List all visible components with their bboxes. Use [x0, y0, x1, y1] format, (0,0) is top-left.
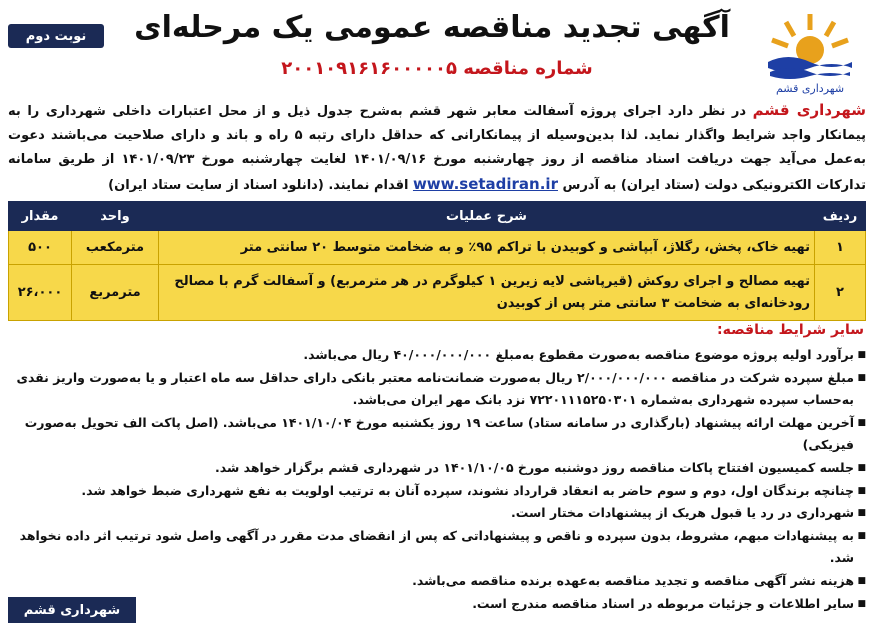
page-title: آگهی تجدید مناقصه عمومی یک مرحله‌ای	[134, 10, 730, 45]
list-item: ■ به پیشنهادات مبهم، مشروط، بدون سپرده و ناقص و پیشنهاداتی که پس از انقضای مدت مقرر در آگهی واصل شود ترتیب اثر داده نخواهد شد.	[8, 525, 866, 570]
conditions-list	[8, 344, 866, 615]
col-desc-header: شرح عملیات	[159, 202, 815, 231]
row-unit: مترمربع	[72, 265, 159, 321]
footer-org: شهرداری قشم	[8, 597, 136, 623]
row-desc: تهیه خاک، پخش، رگلاژ، آبپاشی و کوبیدن با تراکم ۹۵٪ و به ضخامت متوسط ۲۰ سانتی متر	[159, 231, 815, 265]
list-item: ■ شهرداری در رد یا قبول هریک از پیشنهادات مختار است.	[8, 502, 866, 525]
sun-wave-logo-icon	[760, 8, 860, 100]
col-unit-header: واحد	[72, 202, 159, 231]
table-row	[9, 231, 866, 265]
list-item: ■ مبلغ سپرده شرکت در مناقصه ۲/۰۰۰/۰۰۰/۰۰۰ ریال به‌صورت ضمانت‌نامه معتبر بانکی دارای حداقل سه ماه اعتبار و یا به‌صورت واریز نقدی به‌حساب سپرده شهرداری به‌شماره ۷۲۲۰۱۱۱۵۲۵۰۳۰۱ نزد بانک مهر ایران می‌باشد.	[8, 367, 866, 412]
list-item: ■ آخرین مهلت ارائه پیشنهاد (بارگذاری در سامانه ستاد) ساعت ۱۹ روز یکشنبه مورخ ۱۴۰۱/۱۰/۰۴ می‌باشد. (اصل پاکت الف تحویل به‌صورت فیزیکی)	[8, 412, 866, 457]
col-row-header: ردیف	[815, 202, 866, 231]
municipality-logo	[760, 8, 860, 100]
run-badge: نوبت دوم	[8, 24, 104, 48]
table-row	[9, 265, 866, 321]
list-item: ■ چنانچه برندگان اول، دوم و سوم حاضر به انعقاد قرارداد نشوند، سپرده آنان به ترتیب اولویت به نفع شهرداری ضبط خواهد شد.	[8, 480, 866, 503]
list-item: ■ برآورد اولیه پروژه موضوع مناقصه به‌صورت مقطوع به‌مبلغ ۴۰/۰۰۰/۰۰۰/۰۰۰ ریال می‌باشد.	[8, 344, 866, 367]
org-name: شهرداری قشم	[752, 101, 866, 119]
tender-number: شماره مناقصه ۲۰۰۱۰۹۱۶۱۶۰۰۰۰۰۵	[281, 58, 593, 79]
intro-paragraph	[8, 98, 866, 198]
logo-text: شهرداری قشم	[775, 82, 845, 95]
list-item: ■ جلسه کمیسیون افتتاح پاکات مناقصه روز دوشنبه مورخ ۱۴۰۱/۱۰/۰۵ در شهرداری قشم برگزار خواهد شد.	[8, 457, 866, 480]
row-number: ۱	[815, 231, 866, 265]
operations-table	[8, 201, 866, 321]
col-qty-header: مقدار	[9, 202, 72, 231]
conditions-title: سایر شرایط مناقصه:	[717, 322, 864, 338]
intro-text-1: در نظر دارد اجرای پروژه آسفالت معابر شهر قشم به‌شرح جدول ذیل و از محل اعتبارات داخلی شهرداری را به پیمانکار واجد شرایط واگذار نماید. لذا بدین‌وسیله از پیمانکارانی که حداقل دارای رتبه ۵ راه و باند و دارای صلاحیت می‌باشند دعوت به‌عمل می‌آید جهت دریافت اسناد مناقصه از روز چهارشنبه مورخ ۱۴۰۱/۰۹/۱۶ لغایت چهارشنبه مورخ ۱۴۰۱/۰۹/۲۳ از طریق سامانه تدارکات الکترونیکی دولت (ستاد ایران) به آدرس	[8, 104, 867, 193]
intro-text-2: اقدام نمایند. (دانلود اسناد از سایت ستاد ایران)	[108, 178, 413, 193]
row-desc: تهیه مصالح و اجرای روکش (قیرپاشی لایه زیرین ۱ کیلوگرم در هر مترمربع) و آسفالت گرم با مصالح رودخانه‌ای به ضخامت ۳ سانتی متر پس از کوبیدن	[159, 265, 815, 321]
setadiran-link[interactable]: www.setadiran.ir	[412, 175, 558, 193]
row-number: ۲	[815, 265, 866, 321]
row-unit: مترمکعب	[72, 231, 159, 265]
row-qty: ۲۶،۰۰۰	[9, 265, 72, 321]
list-item: ■ سایر اطلاعات و جزئیات مربوطه در اسناد مناقصه مندرج است.	[8, 593, 866, 616]
list-item: ■ هزینه نشر آگهی مناقصه و تجدید مناقصه به‌عهده برنده مناقصه می‌باشد.	[8, 570, 866, 593]
table-header-row	[9, 202, 866, 231]
row-qty: ۵۰۰	[9, 231, 72, 265]
